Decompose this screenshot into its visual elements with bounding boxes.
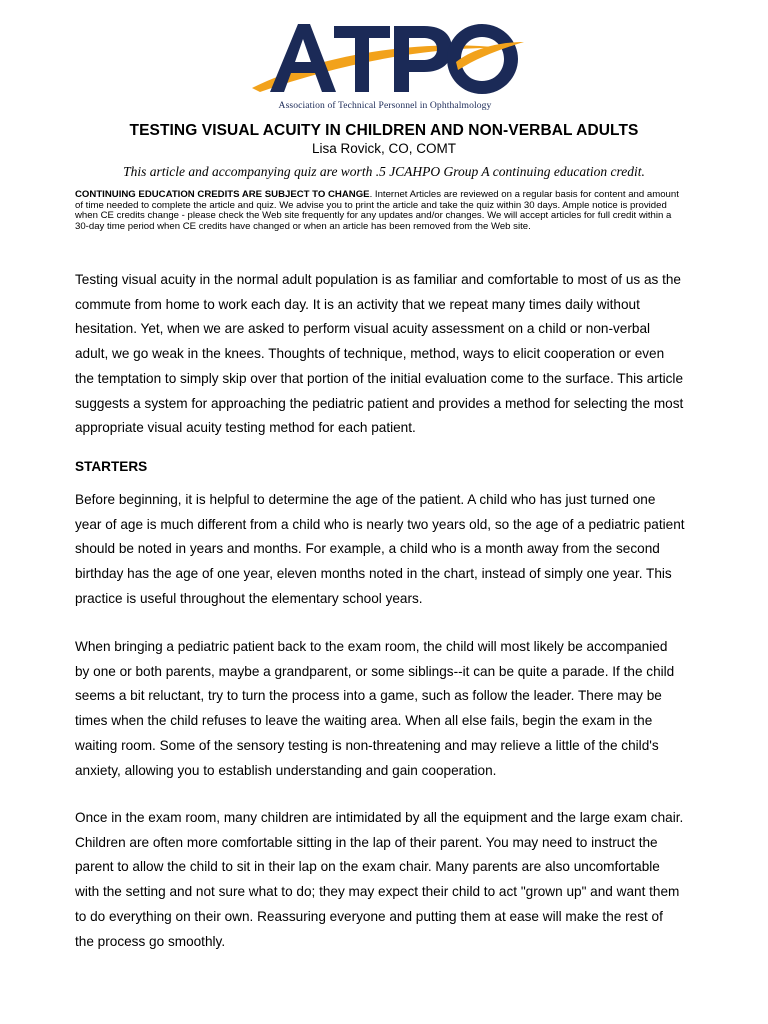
credit-note: This article and accompanying quiz are worth .5 JCAHPO Group A continuing education credit. xyxy=(123,164,645,179)
atpo-logo xyxy=(242,18,528,116)
paragraph-exam-chair: Once in the exam room, many children are intimidated by all the equipment and the large exam chair. Children are often more comfortable sitting in the lap of their parent. You may need to instruct the parent to allow the child to sit in their lap on the exam chair. Many parents are also uncomfortable with the setting and not sure what to do; they may expect their child to act "grown up" and want them to do everything on their own. Reassuring everyone and putting them at ease will make the rest of the process go smoothly. xyxy=(75,810,684,949)
paragraph-exam-room-escort: When bringing a pediatric patient back to the exam room, the child will most likely be accompanied by one or both parents, maybe a grandparent, or some siblings--it can be quite a parade. If the child seems a bit reluctant, try to turn the process into a game, such as follow the leader. There may be times when the child refuses to leave the waiting area. When all else fails, begin the exam in the waiting room. Some of the sensory testing is non-threatening and may relieve a little of the child's anxiety, allowing you to establish understanding and gain cooperation. xyxy=(75,639,675,778)
disclaimer-text: . Internet Articles are reviewed on a regular basis for content and amount of time needed to complete the article and quiz. We advise you to print the article and take the quiz within 30 days. Ample notice is provided when CE credits change - please check the Web site frequently for any updates and/or changes. We will accept articles for full credit within a 30-day time period when CE credits have changed or when an article has been removed from the Web site. xyxy=(75,189,679,232)
section-heading-starters: STARTERS xyxy=(75,459,148,474)
article-author: Lisa Rovick, CO, COMT xyxy=(311,141,457,156)
article-title: TESTING VISUAL ACUITY IN CHILDREN AND NON-VERBAL ADULTS xyxy=(129,122,639,139)
logo-subtitle: Association of Technical Personnel in Ophthalmology xyxy=(278,100,492,111)
paragraph-patient-age: Before beginning, it is helpful to determine the age of the patient. A child who has just turned one year of age is much different from a child who is nearly two years old, so the age of a pediatric patient should be noted in years and months. For example, a child who is a month away from the second birthday has the age of one year, eleven months noted in the chart, instead of simply one year. This practice is useful throughout the elementary school years. xyxy=(75,492,685,606)
ce-disclaimer xyxy=(75,190,680,232)
disclaimer-bold: CONTINUING EDUCATION CREDITS ARE SUBJECT TO CHANGE xyxy=(75,189,370,200)
paragraph-intro: Testing visual acuity in the normal adult population is as familiar and comfortable to most of us as the commute from home to work each day. It is an activity that we repeat many times daily without hesitation. Yet, when we are asked to perform visual acuity assessment on a child or non-verbal adult, we go weak in the knees. Thoughts of technique, method, ways to elicit cooperation or even the temptation to simply skip over that portion of the initial evaluation come to the surface. This article suggests a system for approaching the pediatric patient and provides a method for selecting the most appropriate visual acuity testing method for each patient. xyxy=(75,272,684,436)
